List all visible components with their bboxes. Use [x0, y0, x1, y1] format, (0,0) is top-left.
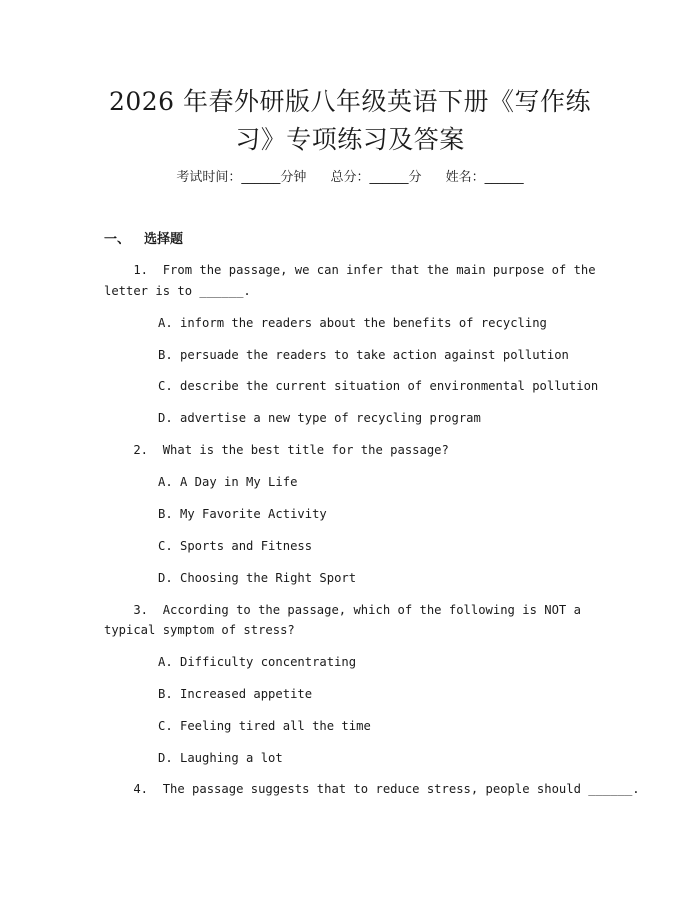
question-2-option-d: D. Choosing the Right Sport [158, 571, 357, 585]
question-3-text-continued: typical symptom of stress? [104, 623, 295, 637]
total-score-field: 总分：______分 [330, 170, 422, 185]
question-1-option-c: C. describe the current situation of environmental pollution [158, 379, 599, 393]
question-1-option-d: D. advertise a new type of recycling program [158, 411, 481, 425]
question-3-option-b: B. Increased appetite [158, 687, 313, 701]
section-heading [104, 230, 183, 250]
question-3-text: 3. According to the passage, which of the following is NOT a [104, 603, 581, 617]
exam-info [0, 168, 700, 188]
document-title-line-2: 习》专项练习及答案 [235, 125, 465, 154]
question-1-text: 1. From the passage, we can infer that the main purpose of the [104, 263, 596, 277]
section-number: 一、 [104, 232, 131, 247]
question-4-text: 4. The passage suggests that to reduce stress, people should ______. [104, 782, 640, 796]
section-title: 选择题 [144, 232, 184, 247]
question-2-option-a: A. A Day in My Life [158, 475, 298, 489]
document-title-line-1: 2026 年春外研版八年级英语下册《写作练 [108, 87, 592, 116]
exam-time-field: 考试时间：______分钟 [176, 170, 307, 185]
question-3-option-a: A. Difficulty concentrating [158, 655, 357, 669]
question-3-option-d: D. Laughing a lot [158, 751, 283, 765]
question-2-option-c: C. Sports and Fitness [158, 539, 313, 553]
question-1-text-continued: letter is to ______. [104, 284, 251, 298]
student-name-field: 姓名：______ [445, 170, 524, 185]
question-1-option-b: B. persuade the readers to take action against pollution [158, 348, 569, 362]
question-3-option-c: C. Feeling tired all the time [158, 719, 371, 733]
question-1-option-a: A. inform the readers about the benefits of recycling [158, 316, 547, 330]
question-2-text: 2. What is the best title for the passage? [104, 443, 449, 457]
question-2-option-b: B. My Favorite Activity [158, 507, 327, 521]
